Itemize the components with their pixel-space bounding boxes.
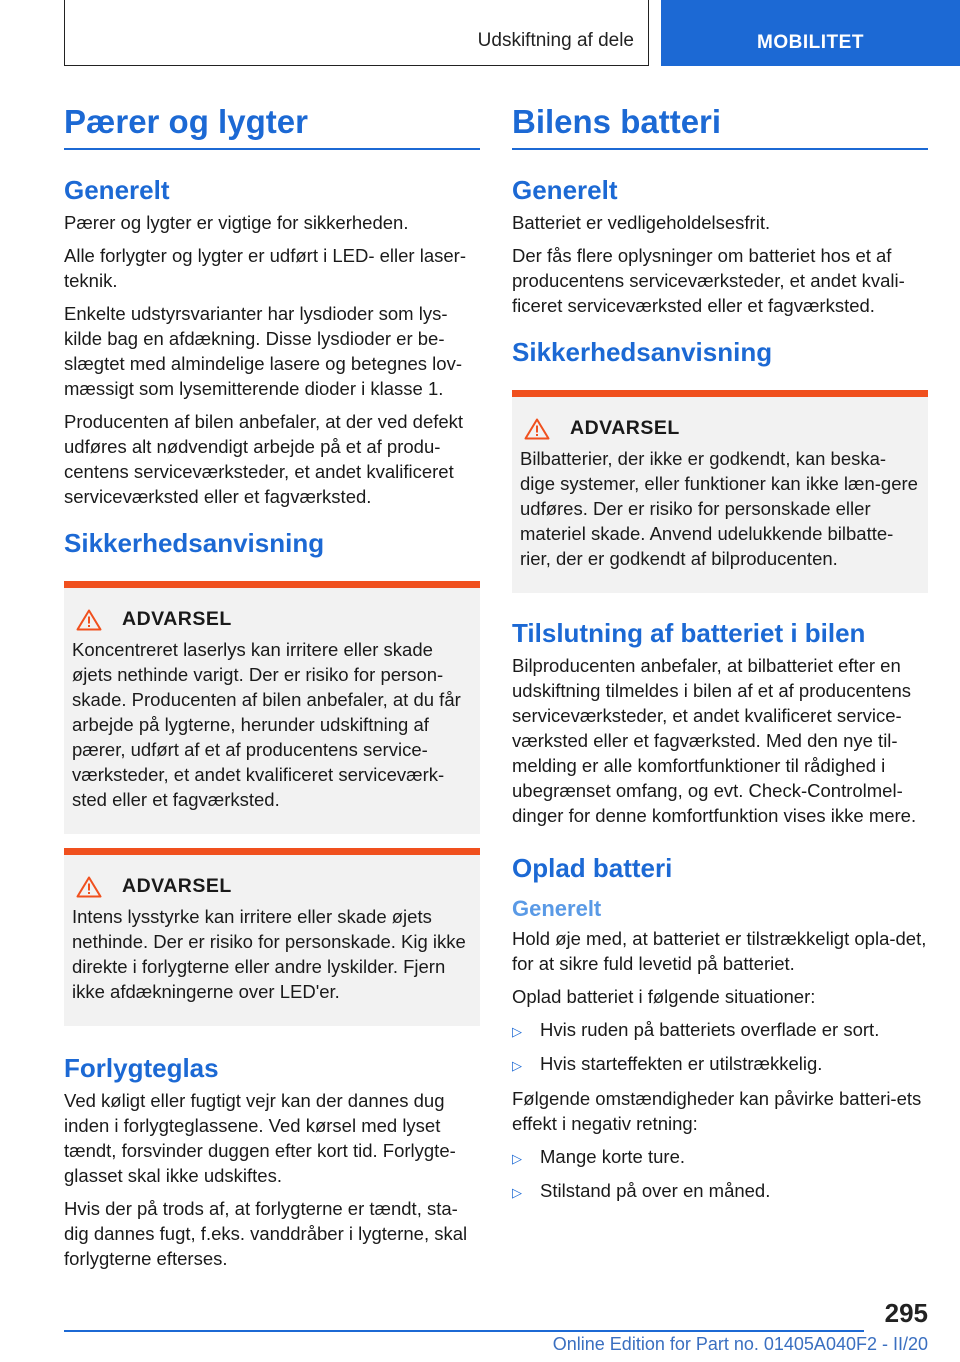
paragraph: Hvis der på trods af, at forlygterne er tændt, sta-dig dannes fugt, f.eks. vanddråber i lygterne, skal forlygterne efterses. (64, 1198, 468, 1269)
warning-title: ADVARSEL (122, 875, 232, 897)
list-item-text: Hvis ruden på batteriets overflade er sort. (540, 1019, 880, 1040)
footer-edition: Online Edition for Part no. 01405A040F2 - II/20 (552, 1334, 928, 1354)
warning-triangle-icon (76, 609, 102, 631)
warning-title: ADVARSEL (570, 417, 680, 439)
list-item (512, 1144, 928, 1171)
heading-general: Generelt (64, 175, 170, 205)
paragraph: Alle forlygter og lygter er udført i LED- eller laser-teknik. (64, 245, 466, 291)
page-header (0, 0, 960, 66)
paragraph: Pærer og lygter er vigtige for sikkerheden. (64, 212, 409, 233)
warning-box (512, 390, 928, 593)
triangle-right-icon: ▷ (512, 1185, 522, 1200)
triangle-right-icon: ▷ (512, 1151, 522, 1166)
paragraph: Hold øje med, at batteriet er tilstrækkeligt opla-det, for at sikre fuld levetid på batteriet. (512, 928, 927, 974)
warning-text: Bilbatterier, der ikke er godkendt, kan beska-dige systemer, eller funktioner kan ikke læn-gere udføres. Der er risiko for personskade eller materiel skade. Anvend udelukkende bilbatte-rier, der er godkendt af bilproducenten. (520, 448, 918, 569)
paragraph: Bilproducenten anbefaler, at bilbatteriet efter en udskiftning tilmeldes i bilen af et af producentens serviceværksteder, et andet kvalificeret service-værksted eller et fagværksted. Med den nye til-melding er alle komfortfunktioner til rådighed i ubegrænset omfang, og evt. Check-Controlmel-dinger for denne komfortfunktion vises ikke mere. (512, 655, 917, 826)
warning-box (64, 848, 480, 1026)
paragraph: Der fås flere oplysninger om batteriet hos et af producentens serviceværksteder, et andet kvali-ficeret serviceværksted eller et fagværksted. (512, 245, 905, 316)
warning-header (72, 875, 472, 898)
heading-general: Generelt (512, 175, 618, 205)
paragraph: Producenten af bilen anbefaler, at der ved defekt udføres alt nødvendigt arbejde på et af produ-centens serviceværksteder, et andet kvalificeret serviceværksted eller et fagværksted. (64, 411, 464, 507)
section-title-bulbs: Pærer og lygter (64, 100, 480, 150)
list-item-text: Hvis starteffekten er utilstrækkelig. (540, 1053, 823, 1074)
list-item-text: Stilstand på over en måned. (540, 1180, 771, 1201)
warning-box (64, 581, 480, 834)
paragraph: Ved køligt eller fugtigt vejr kan der dannes dug inden i forlygteglassene. Ved kørsel med lyset tændt, forsvinder duggen efter kort tid. Forlygte-glasset skal ikke udskiftes. (64, 1090, 456, 1186)
heading-safety: Sikkerhedsanvisning (64, 528, 325, 558)
left-column (64, 100, 480, 1279)
list-item-text: Mange korte ture. (540, 1146, 685, 1167)
header-section-title: Udskiftning af dele (477, 30, 634, 51)
header-section-box (64, 0, 649, 66)
warning-header (72, 608, 472, 631)
bullet-list (512, 1017, 928, 1078)
heading-headlight-glass: Forlygteglas (64, 1053, 219, 1083)
heading-safety: Sikkerhedsanvisning (512, 337, 773, 367)
warning-triangle-icon (76, 876, 102, 898)
paragraph: Oplad batteriet i følgende situationer: (512, 986, 816, 1007)
paragraph: Batteriet er vedligeholdelsesfrit. (512, 212, 771, 233)
section-title-battery: Bilens batteri (512, 100, 928, 150)
subheading-general: Generelt (512, 896, 602, 921)
footer-divider (64, 1330, 864, 1332)
heading-battery-registration: Tilslutning af batteriet i bilen (512, 618, 866, 648)
triangle-right-icon: ▷ (512, 1058, 522, 1073)
warning-text: Intens lysstyrke kan irritere eller skade øjets nethinde. Der er risiko for personskade. Kig ikke direkte i forlygterne eller andre lyskilder. Fjern ikke afdækningerne over LED'er. (72, 906, 466, 1002)
list-item (512, 1017, 928, 1044)
header-chapter-tab: MOBILITET (661, 0, 960, 66)
page-number: 295 (884, 1298, 928, 1328)
warning-title: ADVARSEL (122, 608, 232, 630)
list-item (512, 1051, 928, 1078)
warning-header (520, 417, 920, 440)
bullet-list (512, 1144, 928, 1205)
heading-charge-battery: Oplad batteri (512, 853, 673, 883)
triangle-right-icon: ▷ (512, 1024, 522, 1039)
right-column (512, 100, 928, 1213)
warning-triangle-icon (524, 418, 550, 440)
list-item (512, 1178, 928, 1205)
paragraph: Følgende omstændigheder kan påvirke batteri-ets effekt i negativ retning: (512, 1088, 922, 1134)
paragraph: Enkelte udstyrsvarianter har lysdioder som lys-kilde bag en afdækning. Disse lysdioder er be-slægtet med almindelige lasere og betegnes lov-mæssigt som lysemitterende dioder i klasse 1. (64, 303, 462, 399)
warning-text: Koncentreret laserlys kan irritere eller skade øjets nethinde varigt. Der er risiko for person-skade. Producenten af bilen anbefaler, at du får arbejde på lygterne, herunder udskiftning af pærer, udført af et af producentens service-værksteder, et andet kvalificeret serviceværk-sted eller et fagværksted. (72, 639, 461, 810)
